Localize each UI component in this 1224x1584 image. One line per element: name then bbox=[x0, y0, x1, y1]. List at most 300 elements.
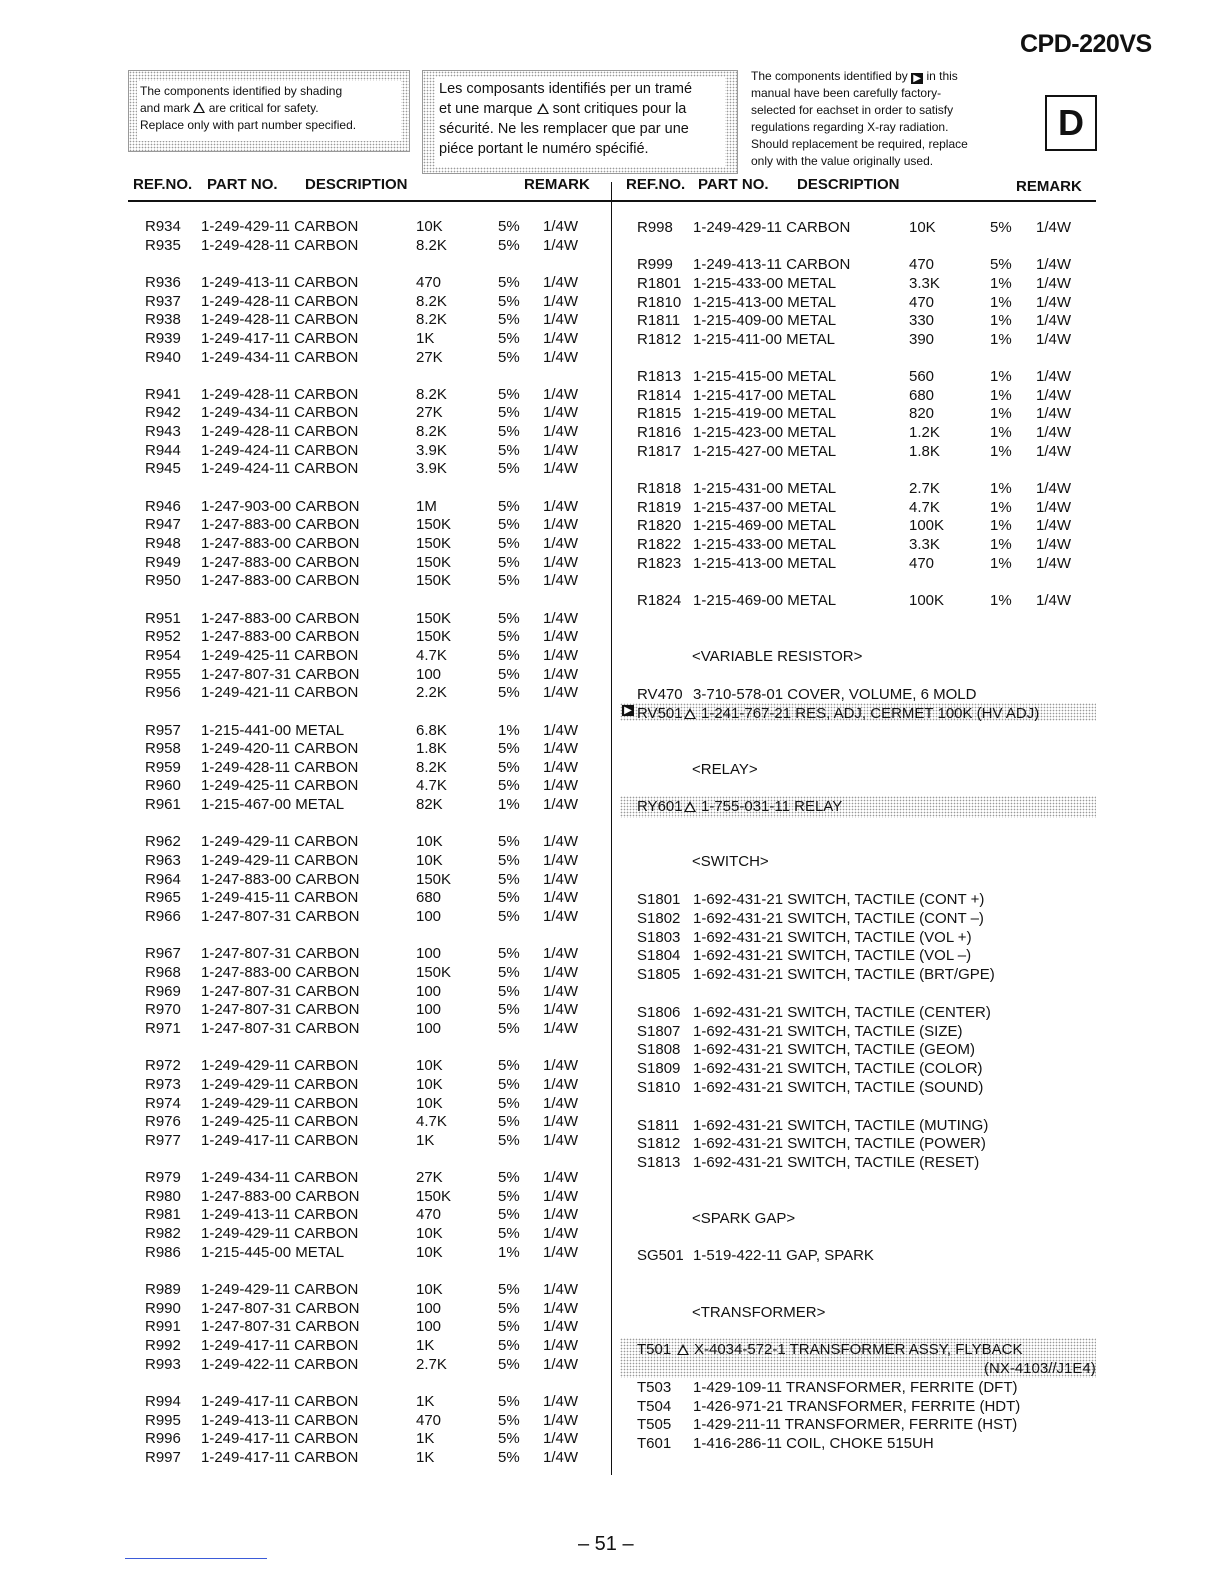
ref-no: R967 bbox=[145, 945, 181, 962]
rating: 1/4W bbox=[543, 666, 579, 683]
table-row bbox=[0, 499, 1224, 517]
part-no: 1-249-415-11 CARBON bbox=[201, 889, 359, 906]
value: 3.3K bbox=[909, 275, 940, 292]
tolerance: 5% bbox=[498, 1188, 520, 1205]
rating: 1/4W bbox=[543, 349, 579, 366]
part-no: 1-692-431-21 SWITCH, TACTILE (MUTING) bbox=[693, 1117, 989, 1134]
part-no: 1-249-428-11 CARBON bbox=[201, 237, 359, 254]
rating: 1/4W bbox=[543, 404, 579, 421]
note-text: The components identified by bbox=[751, 69, 908, 83]
tolerance: 1% bbox=[990, 517, 1012, 534]
ref-no: R960 bbox=[145, 777, 181, 794]
header-part: PART NO. bbox=[207, 176, 278, 193]
ref-no: R980 bbox=[145, 1188, 181, 1205]
note-line bbox=[439, 99, 721, 119]
model-title: CPD-220VS bbox=[1020, 30, 1152, 58]
value: 10K bbox=[416, 852, 443, 869]
ref-no: S1807 bbox=[637, 1023, 681, 1040]
value: 100K bbox=[909, 592, 945, 609]
part-desc: 1-519-422-11 GAP, SPARK bbox=[693, 1247, 874, 1264]
part-no: 1-249-428-11 CARBON bbox=[201, 423, 359, 440]
ref-no: S1804 bbox=[637, 947, 681, 964]
rating: 1/4W bbox=[543, 1206, 579, 1223]
part-desc: 1-241-767-21 RES, ADJ, CERMET 100K (HV ADJ) bbox=[701, 705, 1040, 722]
ref-no: R968 bbox=[145, 964, 181, 981]
rating: 1/4W bbox=[543, 1020, 579, 1037]
part-no: 1-247-883-00 CARBON bbox=[201, 1188, 360, 1205]
ref-no: S1801 bbox=[637, 891, 681, 908]
ref-no: RV501 bbox=[637, 705, 683, 722]
ref-no: R992 bbox=[145, 1337, 181, 1354]
rating: 1/4W bbox=[543, 1001, 579, 1018]
rating: 1/4W bbox=[543, 274, 579, 291]
header-rule bbox=[128, 200, 1096, 202]
part-no: 1-249-429-11 CARBON bbox=[201, 852, 359, 869]
list-item bbox=[0, 1247, 1224, 1265]
part-desc: 1-429-109-11 TRANSFORMER, FERRITE (DFT) bbox=[693, 1379, 1018, 1396]
part-no: 1-249-429-11 CARBON bbox=[693, 219, 851, 236]
tolerance: 1% bbox=[990, 405, 1012, 422]
ref-no: R982 bbox=[145, 1225, 181, 1242]
table-row bbox=[0, 1416, 1224, 1434]
table-row bbox=[0, 1117, 1224, 1135]
list-item bbox=[0, 1341, 1224, 1359]
tolerance: 5% bbox=[498, 1449, 520, 1466]
value: 2.2K bbox=[416, 684, 447, 701]
ref-no: R1814 bbox=[637, 387, 682, 404]
part-no: 1-215-437-00 METAL bbox=[693, 499, 837, 516]
rating: 1/4W bbox=[543, 1132, 579, 1149]
tolerance: 1% bbox=[498, 796, 520, 813]
value: 1K bbox=[416, 1393, 435, 1410]
table-row bbox=[0, 387, 1224, 405]
part-no: 1-215-413-00 METAL bbox=[693, 555, 837, 572]
table-row bbox=[0, 460, 1224, 478]
tolerance: 5% bbox=[498, 274, 520, 291]
value: 10K bbox=[909, 219, 936, 236]
header-remark: REMARK bbox=[524, 176, 590, 193]
table-row bbox=[0, 368, 1224, 386]
table-row bbox=[0, 275, 1224, 293]
part-no: 1-692-431-21 SWITCH, TACTILE (POWER) bbox=[693, 1135, 986, 1152]
part-no: 1-249-425-11 CARBON bbox=[201, 647, 359, 664]
section-variable-resistor: <VARIABLE RESISTOR> bbox=[692, 648, 863, 665]
table-row bbox=[0, 833, 1224, 851]
value: 150K bbox=[416, 554, 452, 571]
ref-no: R995 bbox=[145, 1412, 181, 1429]
rating: 1/4W bbox=[543, 945, 579, 962]
part-no: 1-215-441-00 METAL bbox=[201, 722, 345, 739]
table-row bbox=[0, 947, 1224, 965]
table-row bbox=[0, 555, 1224, 573]
table-row bbox=[0, 1154, 1224, 1172]
part-no: 1-247-807-31 CARBON bbox=[201, 1300, 360, 1317]
tolerance: 5% bbox=[498, 311, 520, 328]
rating: 1/4W bbox=[543, 1281, 579, 1298]
value: 1.2K bbox=[909, 424, 940, 441]
part-no: 1-249-429-11 CARBON bbox=[201, 1076, 359, 1093]
rating: 1/4W bbox=[543, 1393, 579, 1410]
tolerance: 5% bbox=[498, 237, 520, 254]
part-no: 1-692-431-21 SWITCH, TACTILE (SIZE) bbox=[693, 1023, 963, 1040]
part-no: 1-692-431-21 SWITCH, TACTILE (COLOR) bbox=[693, 1060, 983, 1077]
ref-no: R938 bbox=[145, 311, 181, 328]
ref-no: R1817 bbox=[637, 443, 682, 460]
part-no: 1-692-431-21 SWITCH, TACTILE (CONT +) bbox=[693, 891, 985, 908]
tolerance: 5% bbox=[498, 684, 520, 701]
part-no: 1-249-413-11 CARBON bbox=[201, 1412, 359, 1429]
value: 100 bbox=[416, 666, 442, 683]
part-no: 1-249-429-11 CARBON bbox=[201, 1057, 359, 1074]
rating: 1/4W bbox=[543, 1300, 579, 1317]
value: 1K bbox=[416, 1430, 435, 1447]
table-row bbox=[0, 592, 1224, 610]
rating: 1/4W bbox=[543, 871, 579, 888]
rating: 1/4W bbox=[1036, 368, 1072, 385]
value: 82K bbox=[416, 796, 443, 813]
value: 680 bbox=[416, 889, 442, 906]
value: 390 bbox=[909, 331, 935, 348]
value: 10K bbox=[416, 218, 443, 235]
ref-no: R1816 bbox=[637, 424, 682, 441]
tolerance: 5% bbox=[498, 1001, 520, 1018]
part-no: 1-249-429-11 CARBON bbox=[201, 218, 359, 235]
table-row bbox=[0, 1435, 1224, 1453]
rating: 1/4W bbox=[543, 889, 579, 906]
table-row bbox=[0, 237, 1224, 255]
ref-no: R997 bbox=[145, 1449, 181, 1466]
ref-no: R956 bbox=[145, 684, 181, 701]
value: 150K bbox=[416, 572, 452, 589]
value: 330 bbox=[909, 312, 935, 329]
value: 8.2K bbox=[416, 386, 447, 403]
part-no: 1-249-428-11 CARBON bbox=[201, 386, 359, 403]
rating: 1/4W bbox=[543, 759, 579, 776]
value: 100 bbox=[416, 1001, 442, 1018]
tolerance: 1% bbox=[990, 275, 1012, 292]
rating: 1/4W bbox=[1036, 387, 1072, 404]
rating: 1/4W bbox=[1036, 443, 1072, 460]
header-ref: REF.NO. bbox=[626, 176, 686, 193]
rating: 1/4W bbox=[543, 1449, 579, 1466]
ref-no: R990 bbox=[145, 1300, 181, 1317]
note-line: Should replacement be required, replace bbox=[751, 137, 968, 151]
ref-no: R979 bbox=[145, 1169, 181, 1186]
part-no: 1-249-422-11 CARBON bbox=[201, 1356, 359, 1373]
rating: 1/4W bbox=[543, 1356, 579, 1373]
value: 10K bbox=[416, 1281, 443, 1298]
tolerance: 5% bbox=[498, 1356, 520, 1373]
ref-no: R945 bbox=[145, 460, 181, 477]
note-text: are critical for safety. bbox=[208, 101, 319, 115]
region-badge: D bbox=[1045, 95, 1097, 151]
part-no: 1-692-431-21 SWITCH, TACTILE (SOUND) bbox=[693, 1079, 984, 1096]
value: 470 bbox=[909, 294, 935, 311]
part-no: 1-215-409-00 METAL bbox=[693, 312, 837, 329]
tolerance: 5% bbox=[498, 1225, 520, 1242]
ref-no: R1812 bbox=[637, 331, 682, 348]
ref-no: R974 bbox=[145, 1095, 181, 1112]
part-no: 1-692-431-21 SWITCH, TACTILE (BRT/GPE) bbox=[693, 966, 995, 983]
value: 100 bbox=[416, 945, 442, 962]
tolerance: 5% bbox=[498, 1430, 520, 1447]
part-no: 1-249-424-11 CARBON bbox=[201, 460, 359, 477]
part-no: 1-692-431-21 SWITCH, TACTILE (RESET) bbox=[693, 1154, 980, 1171]
table-row bbox=[0, 852, 1224, 870]
ref-no: R1824 bbox=[637, 592, 682, 609]
tolerance: 1% bbox=[990, 331, 1012, 348]
value: 150K bbox=[416, 964, 452, 981]
part-no: 1-249-425-11 CARBON bbox=[201, 777, 359, 794]
value: 4.7K bbox=[416, 647, 447, 664]
tolerance: 1% bbox=[990, 424, 1012, 441]
part-no: 1-215-413-00 METAL bbox=[693, 294, 837, 311]
tolerance: 1% bbox=[990, 480, 1012, 497]
rating: 1/4W bbox=[543, 460, 579, 477]
safety-note-english bbox=[128, 70, 410, 152]
part-no: 1-247-807-31 CARBON bbox=[201, 945, 360, 962]
tolerance: 5% bbox=[498, 889, 520, 906]
table-row bbox=[0, 536, 1224, 554]
rating: 1/4W bbox=[543, 330, 579, 347]
tolerance: 1% bbox=[990, 312, 1012, 329]
ref-no: R996 bbox=[145, 1430, 181, 1447]
table-row bbox=[0, 219, 1224, 237]
tolerance: 5% bbox=[498, 852, 520, 869]
value: 680 bbox=[909, 387, 935, 404]
part-no: 1-247-807-31 CARBON bbox=[201, 1020, 360, 1037]
ref-no: R934 bbox=[145, 218, 181, 235]
part-no: 1-249-429-11 CARBON bbox=[201, 1281, 359, 1298]
tolerance: 1% bbox=[990, 499, 1012, 516]
ref-no: R977 bbox=[145, 1132, 181, 1149]
tolerance: 5% bbox=[498, 404, 520, 421]
part-no: 1-692-431-21 SWITCH, TACTILE (GEOM) bbox=[693, 1041, 976, 1058]
warning-triangle-icon bbox=[537, 103, 549, 114]
rating: 1/4W bbox=[543, 628, 579, 645]
table-row bbox=[0, 1004, 1224, 1022]
part-no: 1-249-421-11 CARBON bbox=[201, 684, 359, 701]
tolerance: 5% bbox=[498, 759, 520, 776]
rating: 1/4W bbox=[543, 852, 579, 869]
value: 470 bbox=[416, 274, 442, 291]
ref-no: R949 bbox=[145, 554, 181, 571]
value: 820 bbox=[909, 405, 935, 422]
list-item bbox=[0, 686, 1224, 704]
table-row bbox=[0, 983, 1224, 1001]
warning-triangle-icon bbox=[193, 102, 205, 113]
tolerance: 5% bbox=[498, 293, 520, 310]
tolerance: 5% bbox=[990, 219, 1012, 236]
value: 1.8K bbox=[909, 443, 940, 460]
tolerance: 5% bbox=[498, 647, 520, 664]
xray-note bbox=[751, 68, 1011, 170]
part-no: 1-249-425-11 CARBON bbox=[201, 1113, 359, 1130]
part-no: 1-249-420-11 CARBON bbox=[201, 740, 359, 757]
rating: 1/4W bbox=[543, 610, 579, 627]
ref-no: R986 bbox=[145, 1244, 181, 1261]
part-no: 1-247-883-00 CARBON bbox=[201, 628, 360, 645]
tolerance: 1% bbox=[990, 368, 1012, 385]
rating: 1/4W bbox=[543, 516, 579, 533]
value: 8.2K bbox=[416, 293, 447, 310]
ref-no: R947 bbox=[145, 516, 181, 533]
part-desc: 1-416-286-11 COIL, CHOKE 515UH bbox=[693, 1435, 934, 1452]
list-item bbox=[0, 1360, 1224, 1378]
tolerance: 5% bbox=[498, 740, 520, 757]
tolerance: 1% bbox=[990, 443, 1012, 460]
part-no: 1-692-431-21 SWITCH, TACTILE (CONT –) bbox=[693, 910, 984, 927]
part-no: 1-249-428-11 CARBON bbox=[201, 759, 359, 776]
ref-no: R946 bbox=[145, 498, 181, 515]
rating: 1/4W bbox=[1036, 424, 1072, 441]
tolerance: 1% bbox=[990, 536, 1012, 553]
ref-no: RY601 bbox=[637, 798, 683, 815]
note-line: The components identified by shading bbox=[140, 84, 343, 98]
value: 1K bbox=[416, 330, 435, 347]
value: 4.7K bbox=[909, 499, 940, 516]
note-line: Les composants identifiés per un tramé bbox=[439, 81, 693, 97]
rating: 1/4W bbox=[543, 572, 579, 589]
rating: 1/4W bbox=[543, 722, 579, 739]
ref-no: R962 bbox=[145, 833, 181, 850]
rating: 1/4W bbox=[543, 647, 579, 664]
ref-no: R936 bbox=[145, 274, 181, 291]
ref-no: S1808 bbox=[637, 1041, 681, 1058]
ref-no: R935 bbox=[145, 237, 181, 254]
part-no: 1-247-883-00 CARBON bbox=[201, 535, 360, 552]
tolerance: 5% bbox=[498, 516, 520, 533]
table-row bbox=[0, 871, 1224, 889]
part-no: 1-247-807-31 CARBON bbox=[201, 666, 360, 683]
value: 10K bbox=[416, 1095, 443, 1112]
value: 150K bbox=[416, 1188, 452, 1205]
ref-no: S1811 bbox=[637, 1117, 680, 1134]
ref-no: R989 bbox=[145, 1281, 181, 1298]
rating: 1/4W bbox=[543, 498, 579, 515]
ref-no: R969 bbox=[145, 983, 181, 1000]
rating: 1/4W bbox=[543, 1188, 579, 1205]
tolerance: 5% bbox=[498, 1281, 520, 1298]
tolerance: 5% bbox=[498, 498, 520, 515]
value: 8.2K bbox=[416, 759, 447, 776]
tolerance: 5% bbox=[498, 554, 520, 571]
value: 10K bbox=[416, 1244, 443, 1261]
ref-no: R981 bbox=[145, 1206, 181, 1223]
tolerance: 5% bbox=[498, 908, 520, 925]
tolerance: 1% bbox=[498, 722, 520, 739]
value: 3.9K bbox=[416, 460, 447, 477]
tolerance: 5% bbox=[498, 628, 520, 645]
table-row bbox=[0, 1023, 1224, 1041]
note-line: selected for eachset in order to satisfy bbox=[751, 103, 954, 117]
tolerance: 5% bbox=[498, 1318, 520, 1335]
rating: 1/4W bbox=[543, 1318, 579, 1335]
page-number: – 51 – bbox=[578, 1533, 634, 1555]
table-row bbox=[0, 443, 1224, 461]
rating: 1/4W bbox=[543, 1337, 579, 1354]
value: 3.3K bbox=[909, 536, 940, 553]
ref-no: T503 bbox=[637, 1379, 672, 1396]
value: 4.7K bbox=[416, 777, 447, 794]
ref-no: R998 bbox=[637, 219, 673, 236]
tolerance: 5% bbox=[498, 1132, 520, 1149]
ref-no: R1820 bbox=[637, 517, 682, 534]
rating: 1/4W bbox=[543, 554, 579, 571]
part-no: 1-247-807-31 CARBON bbox=[201, 1318, 360, 1335]
note-line: only with the value originally used. bbox=[751, 154, 934, 168]
rating: 1/4W bbox=[543, 1225, 579, 1242]
table-row bbox=[0, 1079, 1224, 1097]
value: 4.7K bbox=[416, 1113, 447, 1130]
rating: 1/4W bbox=[543, 386, 579, 403]
part-no: 1-215-423-00 METAL bbox=[693, 424, 837, 441]
rating: 1/4W bbox=[543, 442, 579, 459]
ref-no: R966 bbox=[145, 908, 181, 925]
tolerance: 5% bbox=[498, 1206, 520, 1223]
list-item bbox=[0, 705, 1224, 723]
table-row bbox=[0, 1206, 1224, 1224]
value: 100 bbox=[416, 983, 442, 1000]
ref-no: R1818 bbox=[637, 480, 682, 497]
part-no: 1-247-883-00 CARBON bbox=[201, 516, 360, 533]
ref-no: R1815 bbox=[637, 405, 682, 422]
part-no: 1-249-413-11 CARBON bbox=[201, 274, 359, 291]
tolerance: 5% bbox=[498, 442, 520, 459]
table-row bbox=[0, 740, 1224, 758]
table-row bbox=[0, 256, 1224, 274]
ref-no: R955 bbox=[145, 666, 181, 683]
part-no: 1-249-429-11 CARBON bbox=[201, 1095, 359, 1112]
tolerance: 5% bbox=[498, 460, 520, 477]
rating: 1/4W bbox=[543, 908, 579, 925]
value: 150K bbox=[416, 535, 452, 552]
ref-no: R941 bbox=[145, 386, 181, 403]
part-no: 1-247-903-00 CARBON bbox=[201, 498, 360, 515]
rating: 1/4W bbox=[543, 1113, 579, 1130]
tolerance: 5% bbox=[498, 330, 520, 347]
rating: 1/4W bbox=[543, 311, 579, 328]
part-no: 1-247-883-00 CARBON bbox=[201, 964, 360, 981]
ref-no: R939 bbox=[145, 330, 181, 347]
table-row bbox=[0, 1379, 1224, 1397]
tolerance: 1% bbox=[990, 592, 1012, 609]
note-line: Replace only with part number specified. bbox=[140, 118, 357, 132]
rating: 1/4W bbox=[543, 1244, 579, 1261]
part-no: 1-215-415-00 METAL bbox=[693, 368, 837, 385]
table-row bbox=[0, 966, 1224, 984]
tolerance: 1% bbox=[990, 294, 1012, 311]
part-no: 1-249-428-11 CARBON bbox=[201, 293, 359, 310]
tolerance: 5% bbox=[498, 871, 520, 888]
rating: 1/4W bbox=[1036, 536, 1072, 553]
rating: 1/4W bbox=[543, 684, 579, 701]
table-row bbox=[0, 910, 1224, 928]
tolerance: 5% bbox=[498, 1393, 520, 1410]
tolerance: 5% bbox=[498, 610, 520, 627]
rating: 1/4W bbox=[543, 423, 579, 440]
tolerance: 5% bbox=[498, 1020, 520, 1037]
table-row bbox=[0, 628, 1224, 646]
table-row bbox=[0, 1041, 1224, 1059]
part-no: 1-247-883-00 CARBON bbox=[201, 572, 360, 589]
part-no: 1-692-431-21 SWITCH, TACTILE (VOL –) bbox=[693, 947, 972, 964]
value: 1K bbox=[416, 1337, 435, 1354]
value: 8.2K bbox=[416, 311, 447, 328]
header-remark: REMARK bbox=[1016, 178, 1082, 195]
value: 1K bbox=[416, 1449, 435, 1466]
rating: 1/4W bbox=[1036, 294, 1072, 311]
